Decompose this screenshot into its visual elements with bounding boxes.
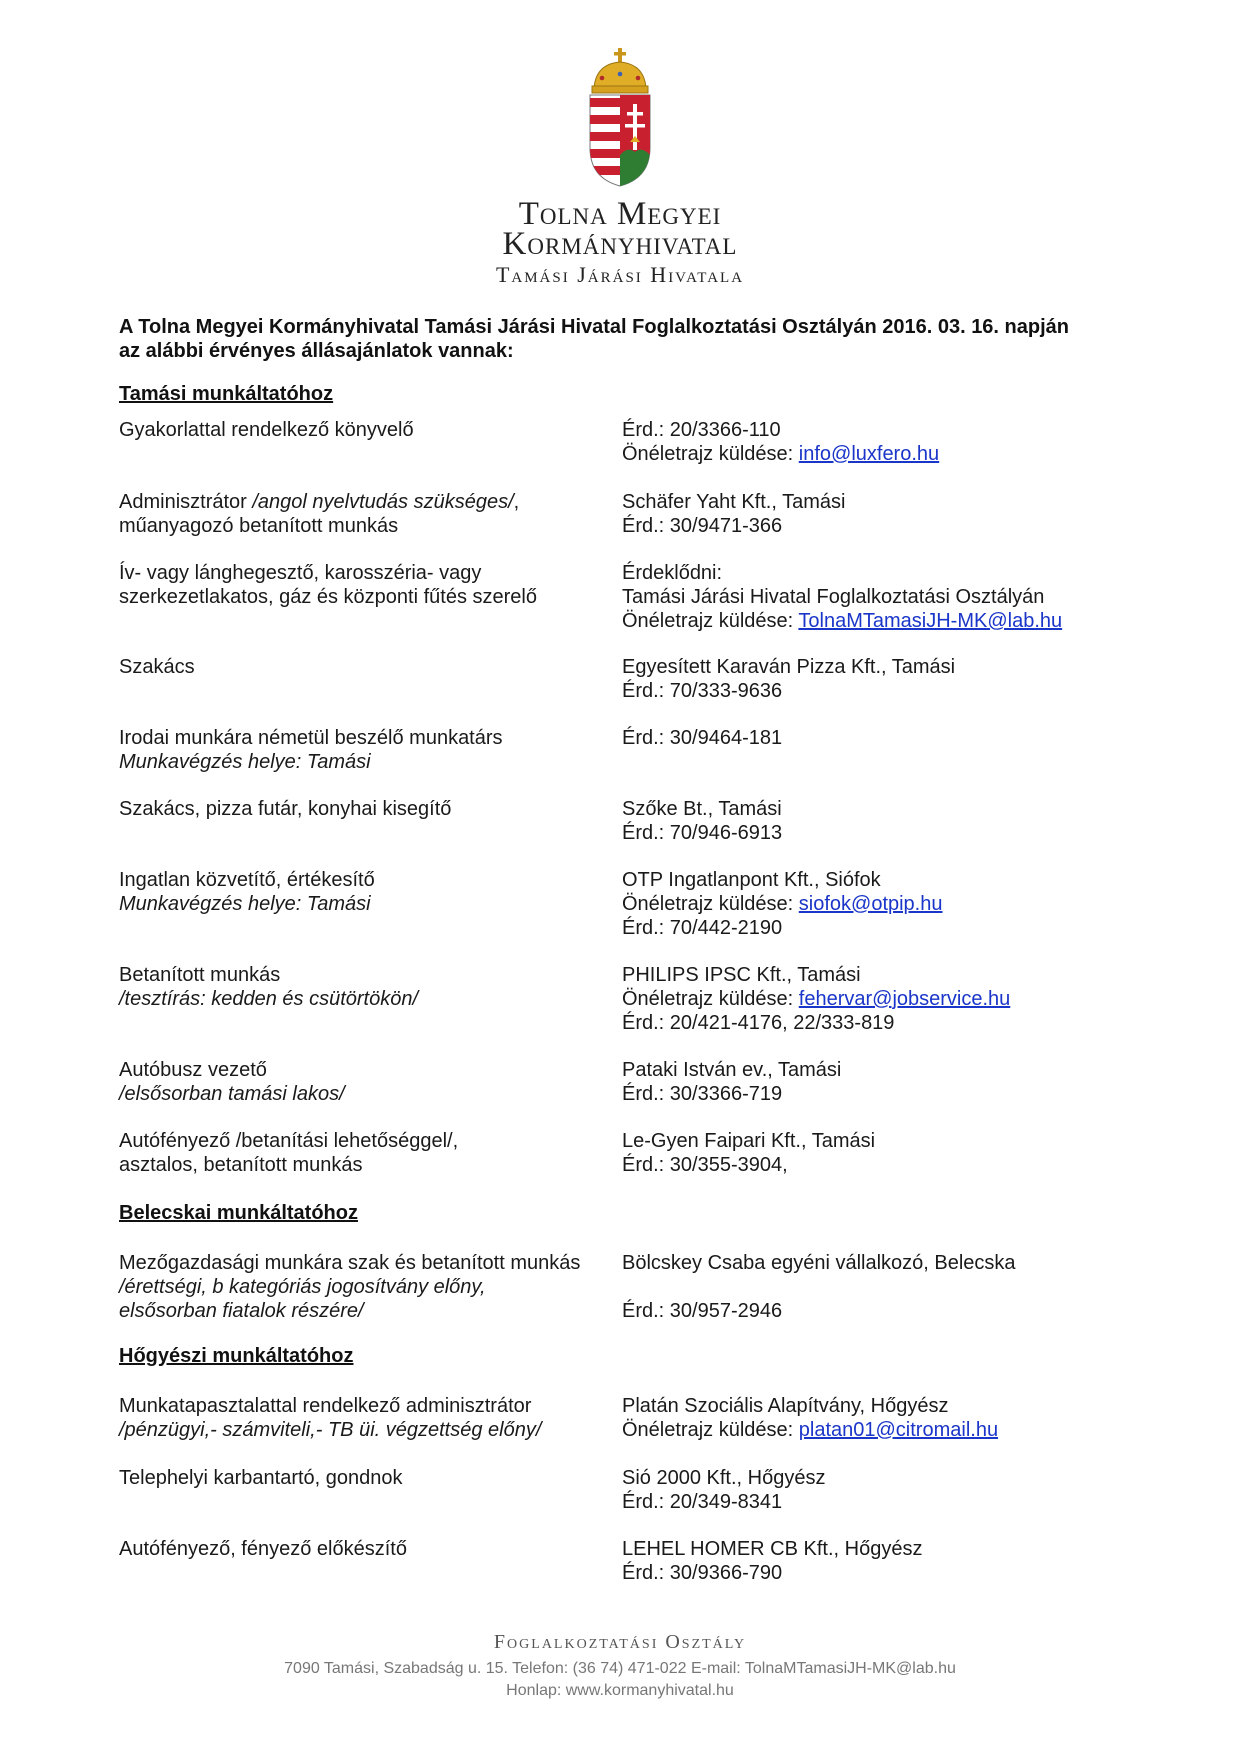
entry-text: Érd.: 30/9464-181 xyxy=(622,727,783,749)
entry-line xyxy=(119,892,609,916)
entry-note: /angol nyelvtudás szükséges/ xyxy=(252,491,514,513)
entry-text: Érd.: 70/946-6913 xyxy=(622,822,783,844)
entry-text: LEHEL HOMER CB Kft., Hőgyész xyxy=(622,1538,923,1560)
entry-text: Sió 2000 Kft., Hőgyész xyxy=(622,1467,826,1489)
entry-text: Mezőgazdasági munkára szak és betanított munkás xyxy=(119,1252,581,1274)
entry-line xyxy=(622,490,1132,514)
employer-contact xyxy=(622,1466,1132,1514)
entry-line xyxy=(622,1299,1132,1323)
entry-line xyxy=(119,1129,609,1153)
entry-text: Tamási Járási Hivatal Foglalkoztatási Osztályán xyxy=(622,586,1045,608)
entry-line xyxy=(119,797,609,821)
employer-contact xyxy=(622,490,1132,538)
entry-text: Autófényező /betanítási lehetőséggel/, xyxy=(119,1130,459,1152)
entry-text: asztalos, betanított munkás xyxy=(119,1154,363,1176)
entry-text: Autóbusz vezető xyxy=(119,1059,267,1081)
email-link[interactable]: platan01@citromail.hu xyxy=(798,1419,999,1441)
entry-text: Önéletrajz küldése: xyxy=(622,1419,799,1441)
entry-note: elsősorban fiatalok részére/ xyxy=(119,1300,364,1322)
entry-text: Adminisztrátor xyxy=(119,491,253,513)
section-heading: Hőgyészi munkáltatóhoz xyxy=(119,1345,354,1367)
email-link[interactable]: info@luxfero.hu xyxy=(798,443,940,465)
entry-text: Telephelyi karbantartó, gondnok xyxy=(119,1467,403,1489)
entry-line xyxy=(119,987,609,1011)
org-name-line1: Tolna Megyei xyxy=(518,196,722,232)
entry-text: szerkezetlakatos, gáz és központi fűtés szerelő xyxy=(119,586,537,608)
email-link[interactable]: siofok@otpip.hu xyxy=(798,893,943,915)
entry-text: Önéletrajz küldése: xyxy=(622,893,799,915)
job-title xyxy=(119,1394,609,1442)
employer-contact xyxy=(622,797,1132,845)
section-heading: Tamási munkáltatóhoz xyxy=(119,383,334,405)
entry-line xyxy=(622,726,1132,750)
entry-text: Munkatapasztalattal rendelkező adminisztrátor xyxy=(119,1395,532,1417)
org-name-line3: Tamási Járási Hivatala xyxy=(495,262,745,287)
employer-contact xyxy=(622,418,1132,466)
entry-line xyxy=(622,1058,1132,1082)
entry-line xyxy=(622,679,1132,703)
job-title xyxy=(119,726,609,774)
entry-line xyxy=(622,963,1132,987)
intro-line: A Tolna Megyei Kormányhivatal Tamási Járási Hivatal Foglalkoztatási Osztályán 2016. 03. 16. napján xyxy=(119,316,1069,338)
job-title xyxy=(119,797,609,821)
entry-line xyxy=(119,585,609,609)
entry-text: Érd.: 20/349-8341 xyxy=(622,1491,783,1513)
entry-line xyxy=(622,1011,1132,1035)
coat-of-arms-icon xyxy=(586,48,654,188)
employer-contact xyxy=(622,726,1132,750)
entry-line xyxy=(622,1129,1132,1153)
entry-line xyxy=(119,963,609,987)
job-title xyxy=(119,1129,609,1177)
job-title xyxy=(119,561,609,609)
entry-line xyxy=(119,1299,609,1323)
entry-text: Irodai munkára németül beszélő munkatárs xyxy=(119,727,503,749)
entry-text: Ív- vagy lánghegesztő, karosszéria- vagy xyxy=(119,562,482,584)
entry-line xyxy=(622,1490,1132,1514)
entry-note: /érettségi, b kategóriás jogosítvány előny, xyxy=(119,1276,486,1298)
employer-contact xyxy=(622,655,1132,703)
entry-line xyxy=(622,892,1132,916)
entry-line xyxy=(622,655,1132,679)
entry-note: Munkavégzés helye: Tamási xyxy=(119,893,371,915)
entry-text: Érd.: 30/957-2946 xyxy=(622,1300,783,1322)
entry-line xyxy=(119,1058,609,1082)
entry-line xyxy=(119,490,609,514)
entry-line xyxy=(119,561,609,585)
job-title xyxy=(119,868,609,916)
entry-text: Érd.: 20/3366-110 xyxy=(622,419,781,441)
entry-line xyxy=(119,1153,609,1177)
entry-text: Érdeklődni: xyxy=(622,562,723,584)
entry-line xyxy=(119,750,609,774)
email-link[interactable]: fehervar@jobservice.hu xyxy=(798,988,1011,1010)
job-title xyxy=(119,490,609,538)
email-link[interactable]: TolnaMTamasiJH-MK@lab.hu xyxy=(798,610,1063,632)
org-name-line2: Kormányhivatal xyxy=(502,226,738,262)
entry-text: Bölcskey Csaba egyéni vállalkozó, Belecska xyxy=(622,1252,1016,1274)
entry-text: Önéletrajz küldése: xyxy=(622,443,799,465)
entry-line xyxy=(119,1394,609,1418)
entry-line xyxy=(622,1537,1132,1561)
entry-text: Le-Gyen Faipari Kft., Tamási xyxy=(622,1130,876,1152)
job-title xyxy=(119,963,609,1011)
entry-text: Gyakorlattal rendelkező könyvelő xyxy=(119,419,414,441)
entry-text: Érd.: 30/9366-790 xyxy=(622,1562,783,1584)
entry-text: Pataki István ev., Tamási xyxy=(622,1059,842,1081)
job-title xyxy=(119,655,609,679)
job-title xyxy=(119,1466,609,1490)
entry-note: Munkavégzés helye: Tamási xyxy=(119,751,371,773)
entry-line xyxy=(119,1251,609,1275)
entry-line xyxy=(622,1153,1132,1177)
entry-line xyxy=(119,514,609,538)
entry-text: Autófényező, fényező előkészítő xyxy=(119,1538,407,1560)
entry-line xyxy=(622,442,1132,466)
entry-line xyxy=(622,1082,1132,1106)
entry-text: Szakács xyxy=(119,656,195,678)
employer-contact xyxy=(622,1394,1132,1442)
entry-line xyxy=(622,797,1132,821)
entry-note: /elsősorban tamási lakos/ xyxy=(119,1083,345,1105)
entry-text: Egyesített Karaván Pizza Kft., Tamási xyxy=(622,656,956,678)
intro-line: az alábbi érvényes állásajánlatok vannak: xyxy=(119,340,514,362)
entry-line xyxy=(119,1466,609,1490)
employer-contact xyxy=(622,963,1132,1035)
job-title xyxy=(119,1058,609,1106)
entry-line xyxy=(119,868,609,892)
entry-line xyxy=(622,585,1132,609)
entry-note: /pénzügyi,- számviteli,- TB üi. végzettség előny/ xyxy=(119,1419,542,1441)
entry-text: Schäfer Yaht Kft., Tamási xyxy=(622,491,846,513)
intro-text xyxy=(119,315,1129,363)
section-heading: Belecskai munkáltatóhoz xyxy=(119,1202,358,1224)
entry-line xyxy=(119,1082,609,1106)
entry-text: PHILIPS IPSC Kft., Tamási xyxy=(622,964,861,986)
entry-line xyxy=(622,1466,1132,1490)
entry-text: Érd.: 70/442-2190 xyxy=(622,917,783,939)
entry-text: Önéletrajz küldése: xyxy=(622,610,799,632)
entry-line xyxy=(622,916,1132,940)
entry-line xyxy=(622,1251,1132,1275)
employer-contact xyxy=(622,1129,1132,1177)
employer-contact xyxy=(622,561,1132,633)
entry-text: Ingatlan közvetítő, értékesítő xyxy=(119,869,375,891)
footer-department: Foglalkoztatási Osztály xyxy=(493,1631,747,1653)
entry-text: Érd.: 70/333-9636 xyxy=(622,680,783,702)
entry-line xyxy=(622,1418,1132,1442)
entry-line xyxy=(622,609,1132,633)
entry-line xyxy=(622,987,1132,1011)
entry-text: Érd.: 30/355-3904, xyxy=(622,1154,788,1176)
entry-line xyxy=(622,868,1132,892)
entry-note: /tesztírás: kedden és csütörtökön/ xyxy=(119,988,419,1010)
entry-text: Érd.: 20/421-4176, 22/333-819 xyxy=(622,1012,895,1034)
entry-text: Önéletrajz küldése: xyxy=(622,988,799,1010)
entry-line xyxy=(622,821,1132,845)
footer-website: Honlap: www.kormanyhivatal.hu xyxy=(506,1682,734,1699)
entry-line xyxy=(119,1537,609,1561)
entry-text: Platán Szociális Alapítvány, Hőgyész xyxy=(622,1395,949,1417)
entry-line xyxy=(119,1275,609,1299)
entry-text: Betanított munkás xyxy=(119,964,281,986)
entry-line xyxy=(622,418,1132,442)
entry-text: Szakács, pizza futár, konyhai kisegítő xyxy=(119,798,452,820)
entry-text: Szőke Bt., Tamási xyxy=(622,798,782,820)
entry-text: Érd.: 30/9471-366 xyxy=(622,515,783,537)
entry-line xyxy=(119,1418,609,1442)
entry-line xyxy=(119,726,609,750)
employer-contact xyxy=(622,1251,1132,1323)
entry-line xyxy=(119,418,609,442)
employer-contact xyxy=(622,1058,1132,1106)
entry-line xyxy=(622,1561,1132,1585)
job-title xyxy=(119,418,609,442)
entry-line xyxy=(622,1275,1132,1299)
entry-text: , xyxy=(513,491,520,513)
entry-line xyxy=(622,561,1132,585)
employer-contact xyxy=(622,868,1132,940)
entry-line xyxy=(622,1394,1132,1418)
job-title xyxy=(119,1537,609,1561)
entry-line xyxy=(119,655,609,679)
entry-text: műanyagozó betanított munkás xyxy=(119,515,399,537)
employer-contact xyxy=(622,1537,1132,1585)
footer-address: 7090 Tamási, Szabadság u. 15. Telefon: (36 74) 471-022 E-mail: TolnaMTamasiJH-MK@lab.hu xyxy=(284,1660,956,1677)
entry-text: Érd.: 30/3366-719 xyxy=(622,1083,783,1105)
job-title xyxy=(119,1251,609,1323)
entry-text: OTP Ingatlanpont Kft., Siófok xyxy=(622,869,881,891)
entry-line xyxy=(622,514,1132,538)
